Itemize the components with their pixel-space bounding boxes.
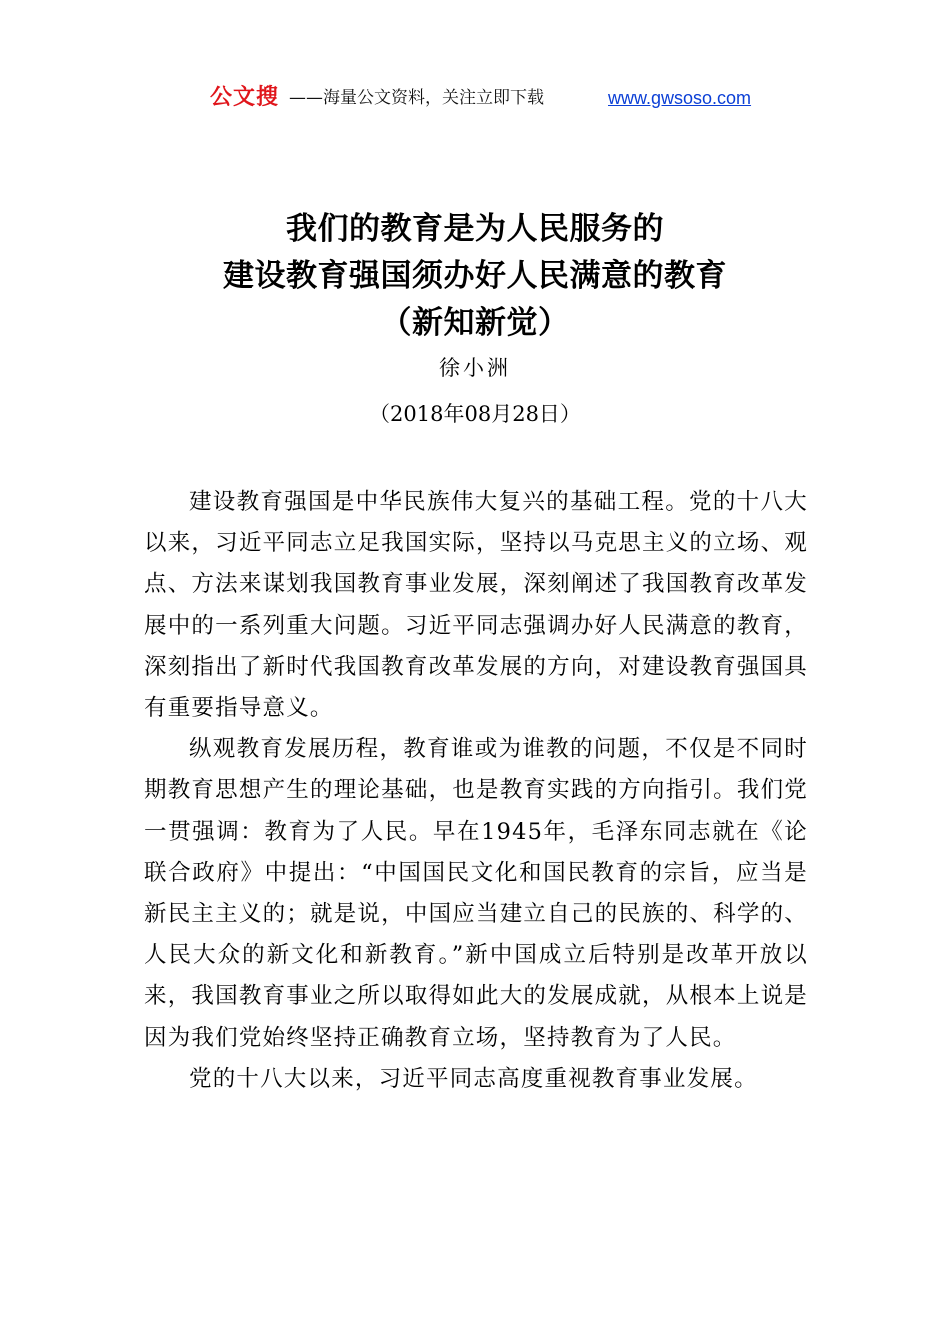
website-link[interactable]: www.gwsoso.com	[608, 88, 752, 108]
title-line-3: （新知新觉）	[380, 305, 570, 341]
article-author: 徐小洲	[439, 356, 511, 380]
title-line-1: 我们的教育是为人民服务的	[286, 211, 664, 247]
brand-logo-text[interactable]: 公文搜	[210, 85, 280, 110]
title-line-2: 建设教育强国须办好人民满意的教育	[223, 258, 727, 294]
page-header	[0, 82, 950, 114]
paragraph-1: 建设教育强国是中华民族伟大复兴的基础工程。党的十八大以来，习近平同志立足我国实际，坚持以马克思主义的立场、观点、方法来谋划我国教育事业发展，深刻阐述了我国教育改革发展中的一系列重大问题。习近平同志强调办好人民满意的教育，深刻指出了新时代我国教育改革发展的方向，对建设教育强国具有重要指导意义。	[144, 489, 808, 722]
paragraph-3: 党的十八大以来，习近平同志高度重视教育事业发展。	[189, 1065, 758, 1092]
article-body	[144, 482, 808, 1100]
paragraph-2: 纵观教育发展历程，教育谁或为谁教的问题，不仅是不同时期教育思想产生的理论基础，也是教育实践的方向指引。我们党一贯强调：教育为了人民。早在1945年，毛泽东同志就在《论联合政府》中提出：“中国国民文化和国民教育的宗旨，应当是新民主主义的；就是说，中国应当建立自己的民族的、科学的、人民大众的新文化和新教育。”新中国成立后特别是改革开放以来，我国教育事业之所以取得如此大的发展成就，从根本上说是因为我们党始终坚持正确教育立场，坚持教育为了人民。	[144, 736, 808, 1051]
header-slogan: ——海量公文资料，关注立即下载	[289, 88, 544, 108]
article-title	[0, 206, 950, 347]
article-date: （2018年08月28日）	[369, 402, 581, 426]
